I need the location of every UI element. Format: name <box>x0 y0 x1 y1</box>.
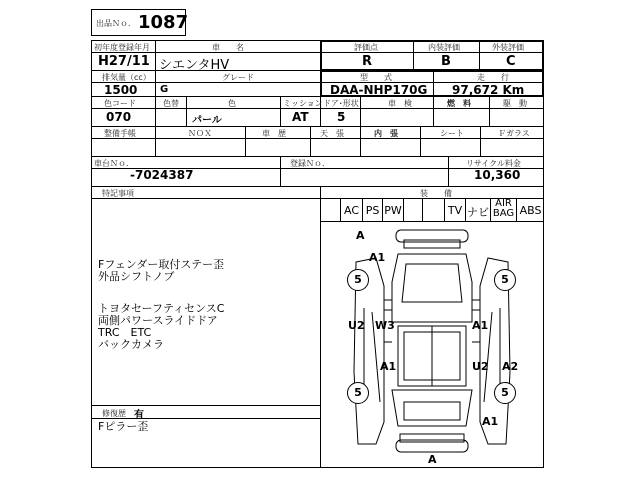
equip-abs: ABS <box>519 204 542 217</box>
vline <box>155 70 156 96</box>
vline <box>310 126 311 156</box>
damage-rear: A <box>428 453 437 466</box>
mission-value: AT <box>292 110 309 124</box>
mileage-label: 走 行 <box>477 73 509 82</box>
drive-label: 駆 動 <box>503 99 527 108</box>
equip-pw: PW <box>384 204 402 217</box>
year-label: 初年度登録年月 <box>94 43 150 52</box>
vline <box>155 126 156 156</box>
note-line: 両側パワースライドドア <box>98 314 218 327</box>
nox-label: ＮＯＸ <box>188 129 212 138</box>
equip-navi: ナビ <box>467 206 489 219</box>
damage-rr-wheel: 5 <box>494 382 516 404</box>
chassis-value: -7024387 <box>130 168 194 182</box>
color-code-value: 070 <box>106 110 132 124</box>
vline <box>280 96 281 126</box>
mission-label: ミッション <box>283 99 323 108</box>
damage-front: A <box>356 229 365 242</box>
color-replaced-label: 色替 <box>163 99 179 108</box>
hline <box>91 138 544 139</box>
score-label: 評価点 <box>354 43 378 52</box>
vline <box>360 126 361 156</box>
note-line: バックカメラ <box>98 338 164 351</box>
vline <box>480 126 481 156</box>
damage-right-door: A1 <box>472 319 489 332</box>
grade-label: グレード <box>222 73 254 82</box>
name-label: 車 名 <box>212 43 244 52</box>
vline <box>403 198 404 222</box>
score-value: R <box>362 54 373 69</box>
cc-label: 排気量（cc） <box>102 73 151 82</box>
vline <box>433 96 434 126</box>
name-value: シエンタHV <box>159 58 230 73</box>
exterior-value: C <box>506 54 516 69</box>
interior-label: 内装評価 <box>428 43 460 52</box>
note-line: 外品シフトノブ <box>98 270 175 283</box>
hline <box>91 156 544 157</box>
vline <box>420 126 421 156</box>
equipment-label: 装 備 <box>420 189 452 198</box>
interior-trim-label: 内 張 <box>374 129 398 138</box>
damage-windshield: W3 <box>375 319 395 332</box>
color-code-label: 色コード <box>104 99 136 108</box>
grade-value: G <box>160 84 169 95</box>
damage-fr-wheel: 5 <box>494 269 516 291</box>
fuel-label: 燃 料 <box>447 99 471 108</box>
damage-rear-right-a2: A2 <box>502 360 519 373</box>
vline <box>489 96 490 126</box>
roof-label: 天 張 <box>320 129 344 138</box>
damage-rear-right-u2: U2 <box>472 360 489 373</box>
seat-label: シート <box>440 129 464 138</box>
damage-front-left: A1 <box>369 251 386 264</box>
exterior-label: 外装評価 <box>492 43 524 52</box>
notes-label: 特記事項 <box>102 189 134 198</box>
note-line: トヨタセーフティセンスC <box>98 302 225 315</box>
chassis-label: 車台Ｎｏ． <box>94 159 134 168</box>
capacity-label: 車 検 <box>388 99 412 108</box>
lot-number: 1087 <box>138 12 189 33</box>
year-value: H27/11 <box>98 54 150 69</box>
history-label: 車 歴 <box>262 129 286 138</box>
hline <box>91 405 320 406</box>
damage-left-rear: A1 <box>380 360 397 373</box>
damage-rear-bumper: A1 <box>482 415 499 428</box>
vline <box>280 156 281 186</box>
manual-label: 整備手帳 <box>104 129 136 138</box>
vline <box>155 40 156 70</box>
cc-value: 1500 <box>104 83 138 97</box>
doors-label: ドア･形状 <box>323 99 359 108</box>
lot-label: 出品Ｎｏ． <box>96 19 136 28</box>
equip-ps: PS <box>365 204 380 217</box>
hline <box>91 126 544 127</box>
recycle-label: リサイクル料金 <box>466 159 521 168</box>
vline <box>155 96 156 126</box>
repair-label: 修復歴 <box>102 409 126 418</box>
model-value: DAA-NHP170G <box>330 83 428 97</box>
damage-rl-wheel: 5 <box>347 382 369 404</box>
vehicle-diagram <box>320 222 544 468</box>
equip-tv: TV <box>447 204 463 217</box>
repair-detail: Fピラー歪 <box>98 420 149 433</box>
equip-ac: AC <box>343 204 359 217</box>
damage-fl-wheel: 5 <box>347 269 369 291</box>
reg-label: 登録Ｎｏ． <box>290 159 330 168</box>
color-label: 色 <box>228 99 236 108</box>
hline <box>91 186 544 187</box>
vline <box>448 156 449 186</box>
vline <box>186 96 187 126</box>
note-line: TRC ETC <box>98 326 152 339</box>
glass-label: Ｆガラス <box>498 129 530 138</box>
vline <box>360 96 361 126</box>
equip-airbag: AIR BAG <box>492 198 515 219</box>
note-line: Fフェンダー取付ステー歪 <box>98 258 225 271</box>
doors-value: 5 <box>337 110 346 124</box>
recycle-value: 10,360 <box>474 168 521 182</box>
vline <box>245 126 246 156</box>
damage-left-door: U2 <box>348 319 365 332</box>
interior-value: B <box>441 54 451 69</box>
repair-value: 有 <box>134 410 144 421</box>
mileage-value: 97,672 Km <box>452 83 525 97</box>
color-value: パール <box>192 115 222 126</box>
vline <box>422 198 423 222</box>
model-label: 型 式 <box>360 73 392 82</box>
